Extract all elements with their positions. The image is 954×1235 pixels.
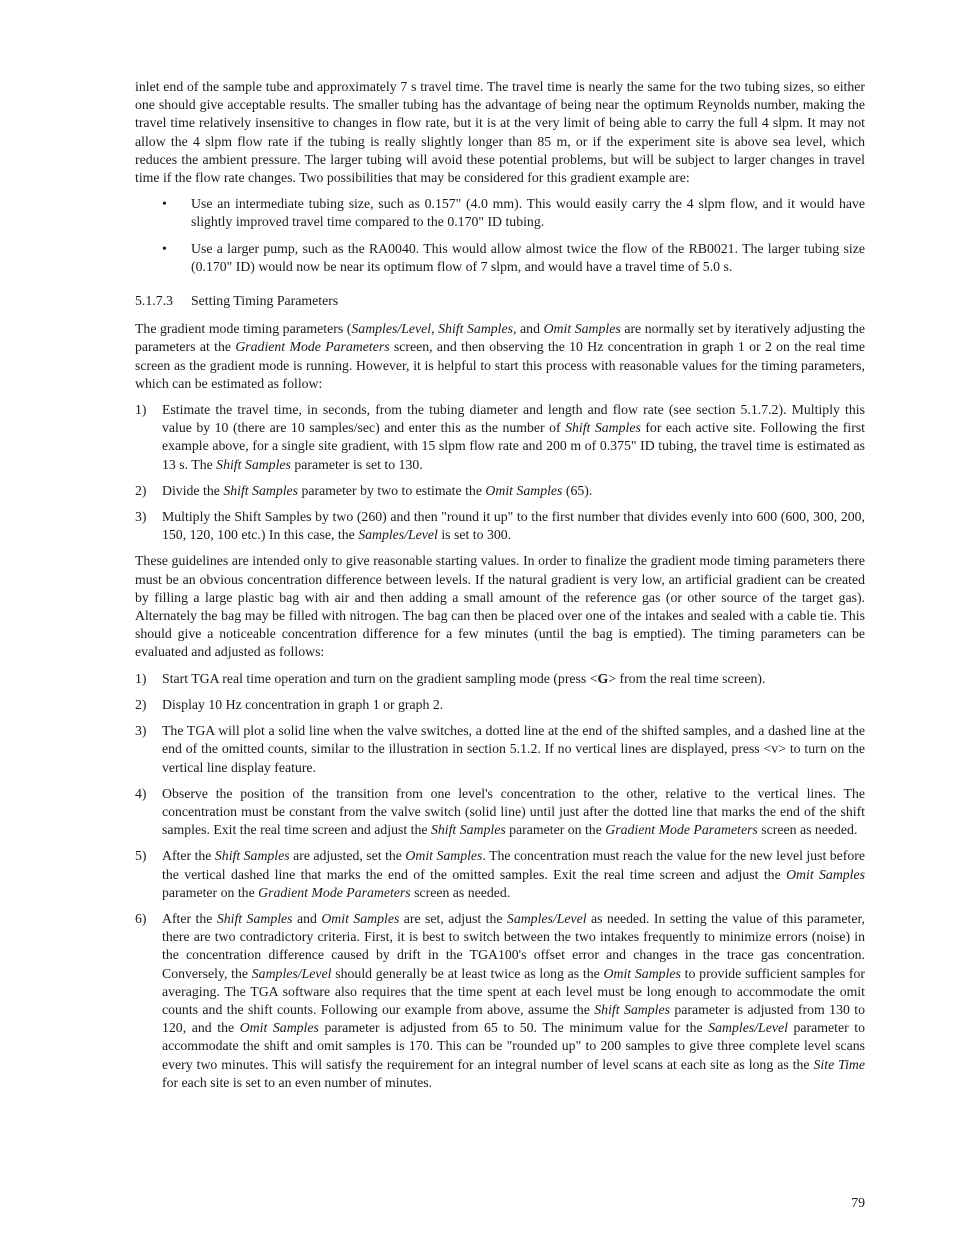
- list-item: 2) Display 10 Hz concentration in graph 1 or graph 2.: [135, 696, 444, 712]
- list-item: 1) Estimate the travel time, in seconds, from the tubing diameter and length and flow rate (see section 5.1.7.2). Multiply this value by 10 (there are 10 samples/sec) and enter this as the number of Shift Samples for each active site. Following the first example above, for a single site gradient, with 15 slpm flow rate and 200 m of 0.375" ID tubing, the travel time is estimated as 13 s. The Shift Samples parameter is set to 130.: [135, 402, 865, 472]
- list-item: 6) After the Shift Samples and Omit Samples are set, adjust the Samples/Level as needed. In setting the value of this parameter, there are two contradictory criteria. First, it is best to switch between the two intakes frequently to minimize errors (noise) in the concentration difference caused by drift in the TGA100's offset error and changes in the trace gas concentration. Conversely, the Samples/Level should generally be at least twice as long as the Omit Samples to provide sufficient samples for averaging. The TGA software also requires that the time spent at each level must be long enough to accommodate the omit counts and the shift counts. Following our example from above, assume the Shift Samples parameter is adjusted from 130 to 120, and the Omit Samples parameter is adjusted from 65 to 50. The minimum value for the Samples/Level parameter to accommodate the shift and omit samples is 170. This can be "rounded up" to 200 samples to give three complete level scans every two minutes. This will satisfy the requirement for an integral number of level scans at each site as long as the Site Time for each site is set to an even number of minutes.: [135, 910, 866, 1090]
- section-number: 5.1.7.3: [135, 293, 173, 309]
- adjust-steps-list: [135, 670, 865, 1092]
- list-item: 3) Multiply the Shift Samples by two (260) and then "round it up" to the first number that divides evenly into 600 (600, 300, 200, 150, 120, 100 etc.) In this case, the Samples/Level is set to 300.: [135, 509, 865, 543]
- list-item: • Use a larger pump, such as the RA0040. This would allow almost twice the flow of the RB0021. The larger tubing size (0.170" ID) would now be near its optimum flow of 7 slpm, and would have a travel time of 5.0 s.: [162, 240, 865, 274]
- timing-paragraph: The gradient mode timing parameters (Samples/Level, Shift Samples, and Omit Samples are normally set by iteratively adjusting the parameters at the Gradient Mode Parameters screen, and then observing the 10 Hz concentration in graph 1 or 2 on the real time screen as the gradient mode is running. However, it is helpful to start this process with reasonable values for the timing parameters, which can be estimated as follow:: [135, 321, 865, 391]
- list-item: • Use an intermediate tubing size, such as 0.157" (4.0 mm). This would easily carry the 4 slpm flow, and it would have slightly improved travel time compared to the 0.170" ID tubing.: [162, 196, 865, 230]
- estimate-steps-list: [135, 401, 865, 544]
- list-item: 4) Observe the position of the transition from one level's concentration to the other, relative to the vertical lines. The concentration must be constant from the valve switch (solid line) until just after the dotted line that marks the end of the shift samples. Exit the real time screen and adjust the Shift Samples parameter on the Gradient Mode Parameters screen as needed.: [135, 785, 865, 838]
- list-item: 3) The TGA will plot a solid line when the valve switches, a dotted line at the end of the shifted samples, and a dashed line at the end of the omitted counts, similar to the illustration in section 5.1.2. If no vertical lines are displayed, press <v> to turn on the vertical line display feature.: [135, 723, 865, 775]
- list-item: 2) Divide the Shift Samples parameter by two to estimate the Omit Samples (65).: [135, 482, 593, 498]
- list-item: 1) Start TGA real time operation and turn on the gradient sampling mode (press <G> from the real time screen).: [135, 670, 766, 686]
- section-title: Setting Timing Parameters: [191, 293, 339, 309]
- intro-paragraph: inlet end of the sample tube and approximately 7 s travel time. The travel time is nearly the same for the two tubing sizes, so either one should give acceptable results. The smaller tubing has the advantage of being near the optimum Reynolds number, making the travel time relatively insensitive to changes in flow rate, but it is at the very limit of being able to carry the full 4 slpm. It may not allow the 4 slpm flow rate if the tubing is really slightly longer than 85 m, or if the experiment site is above sea level, which reduces the ambient pressure. The larger tubing will avoid these potential problems, but will be subject to larger changes in travel time if the flow rate changes. Two possibilities that may be considered for this gradient example are:: [135, 79, 865, 186]
- bullet-icon: •: [162, 240, 167, 256]
- page-number: 79: [851, 1195, 865, 1210]
- list-item: 5) After the Shift Samples are adjusted, set the Omit Samples. The concentration must reach the value for the new level just before the vertical dashed line that marks the end of the omitted samples. Exit the real time screen and adjust the Omit Samples parameter on the Gradient Mode Parameters screen as needed.: [135, 848, 866, 900]
- section-heading: [135, 292, 865, 310]
- guideline-paragraph: These guidelines are intended only to give reasonable starting values. In order to finalize the gradient mode timing parameters there must be an obvious concentration difference between levels. If the natural gradient is very low, an artificial gradient can be created by filling a large plastic bag with air and then adding a small amount of the reference gas (or other source of the target gas). Alternately the bag may be filled with nitrogen. The bag can then be placed over one of the intakes and sealed with a cable tie. This should give a noticeable concentration difference for a few minutes (until the bag is emptied). The timing parameters can be evaluated and adjusted as follows:: [135, 553, 865, 660]
- document-page: [135, 78, 865, 1100]
- bullet-icon: •: [162, 196, 167, 212]
- tubing-options-list: [135, 195, 865, 276]
